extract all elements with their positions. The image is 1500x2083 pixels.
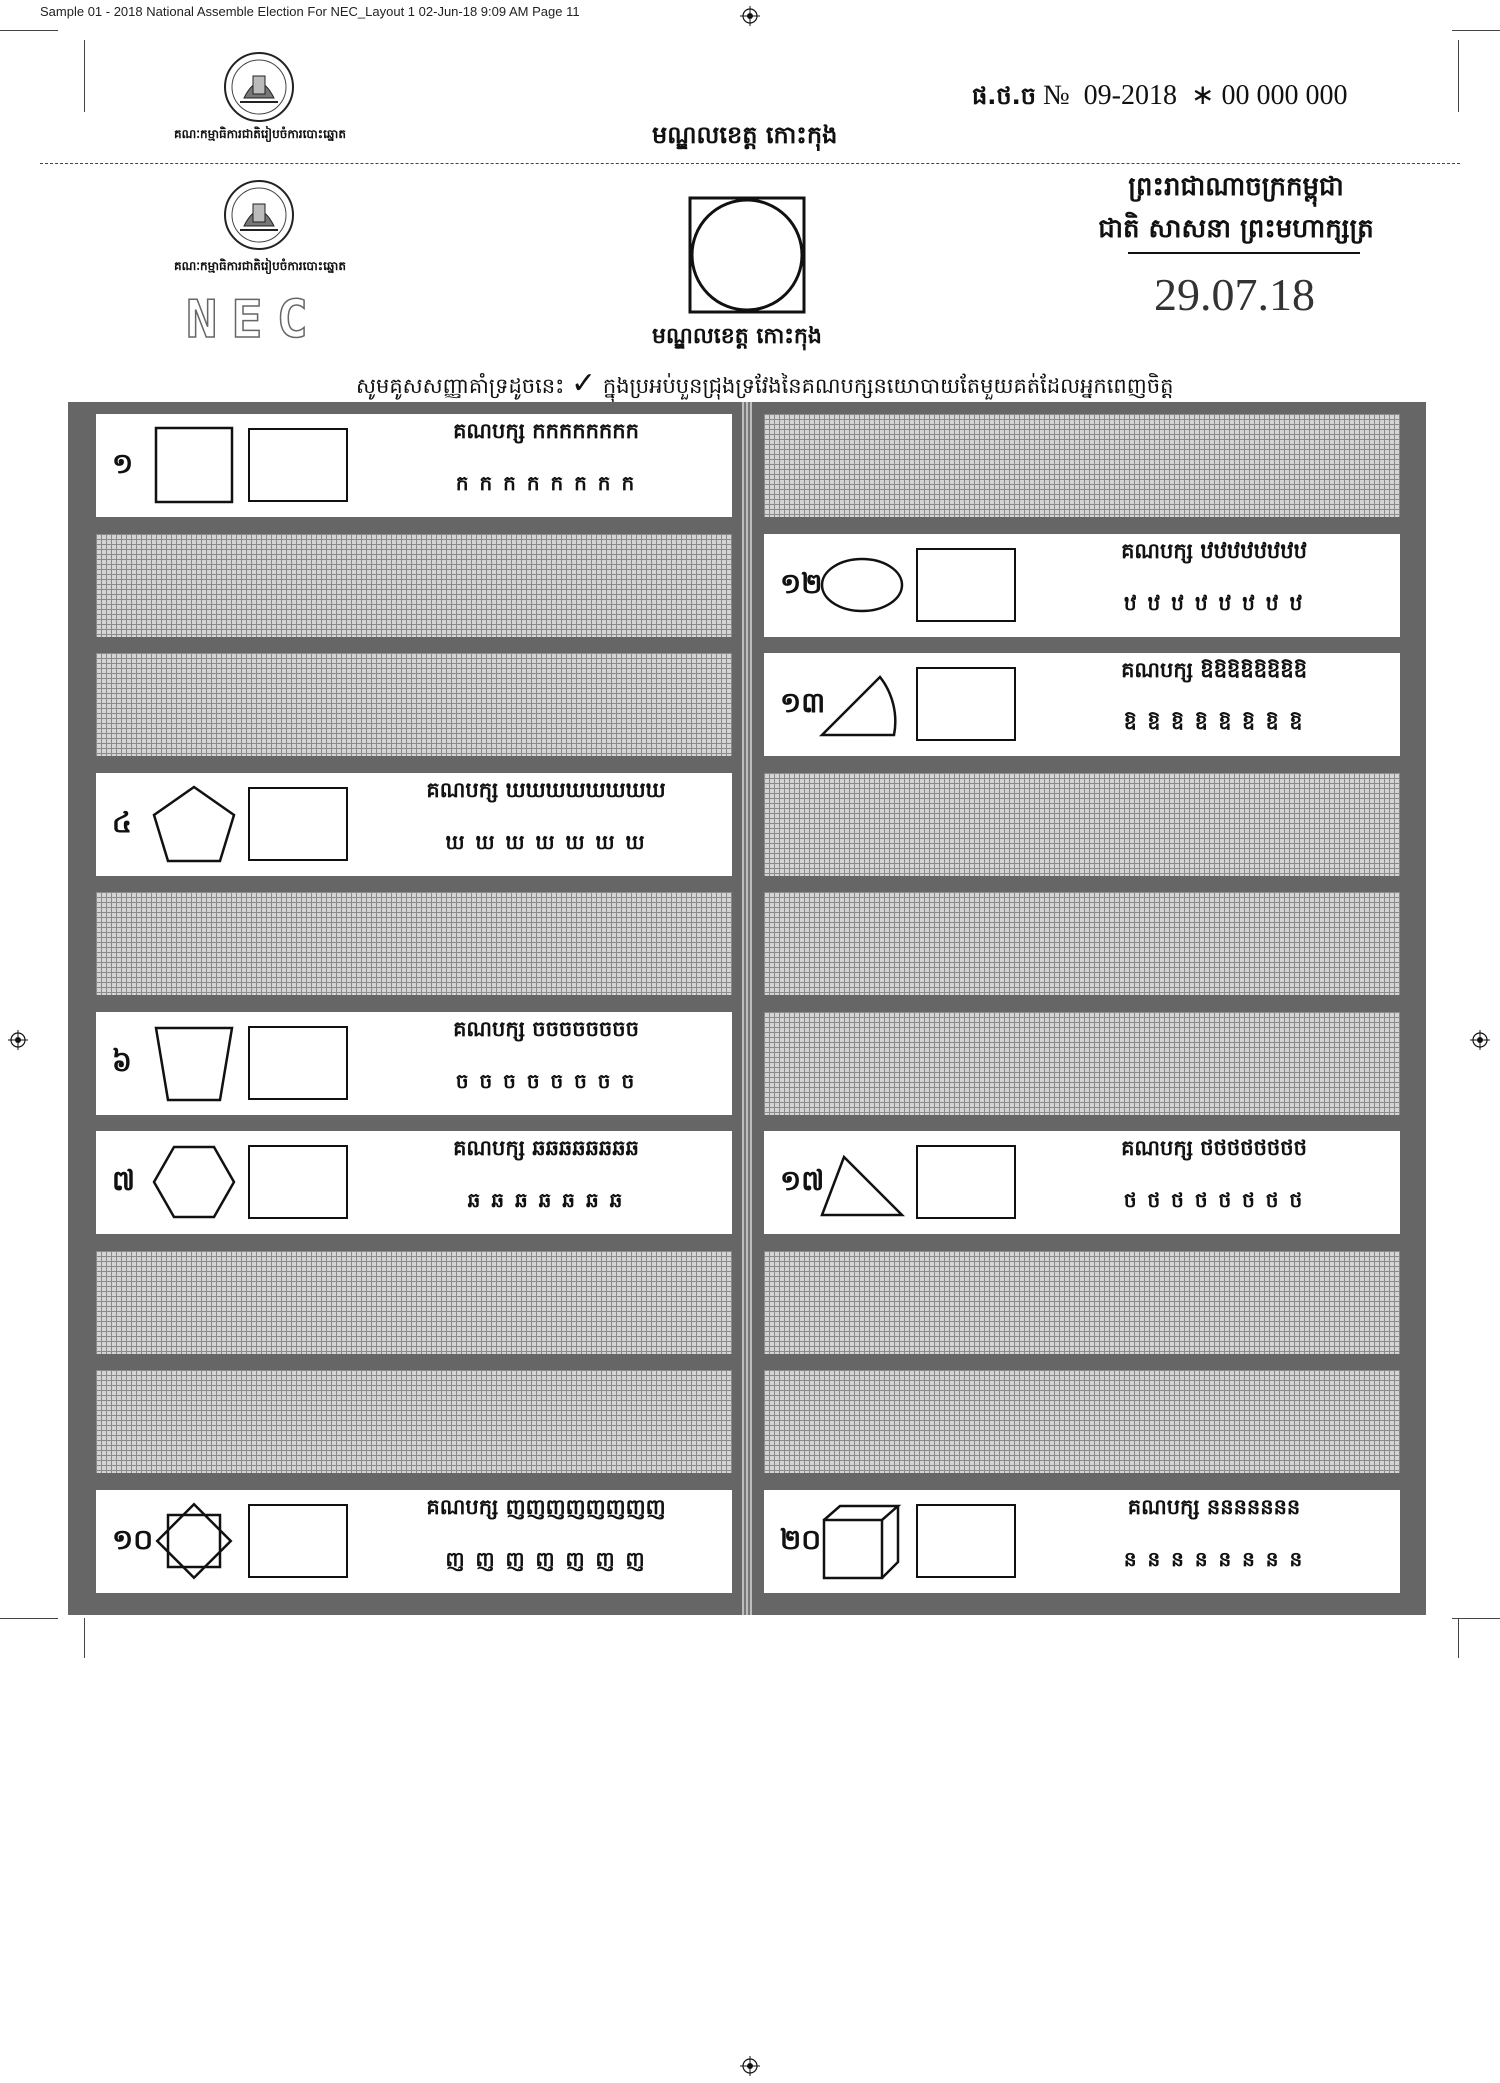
registration-mark-icon xyxy=(8,1030,28,1050)
kingdom-motto: ជាតិ សាសនា ព្រះមហាក្សត្រ xyxy=(1098,214,1374,244)
party-name: គណបក្ស ឋឋឋឋឋឋឋឋ xyxy=(1121,539,1307,563)
printer-slug-line: Sample 01 - 2018 National Assemble Election For NEC_Layout 1 02-Jun-18 9:09 AM Page 11 xyxy=(40,4,580,19)
blank-slot xyxy=(764,1012,1400,1115)
crop-mark xyxy=(1452,1618,1500,1619)
crop-mark xyxy=(1458,1618,1459,1658)
hexagon-icon xyxy=(150,1141,238,1223)
party-number: ៦ xyxy=(112,1045,132,1078)
party-row xyxy=(764,653,1400,756)
octagram-icon xyxy=(150,1500,238,1582)
right-triangle-icon xyxy=(818,1141,906,1223)
pentagon-icon xyxy=(150,783,238,865)
blank-slot xyxy=(764,414,1400,517)
election-date: 29.07.18 xyxy=(1154,269,1315,320)
stub-doc-sign: № xyxy=(1042,80,1070,111)
party-abbreviation: ក ក ក ក ក ក ក ក xyxy=(455,471,637,495)
party-name: គណបក្ស ញញញញញញញញ xyxy=(426,1495,666,1519)
party-number: ២០ xyxy=(780,1523,822,1556)
voting-instruction xyxy=(356,366,1173,404)
vote-checkbox[interactable] xyxy=(916,1145,1016,1219)
blank-slot xyxy=(96,892,732,995)
blank-slot xyxy=(96,653,732,756)
party-number: ១២ xyxy=(780,567,823,600)
party-abbreviation: ញ ញ ញ ញ ញ ញ ញ xyxy=(445,1547,647,1571)
ellipse-icon xyxy=(818,544,906,626)
blank-slot xyxy=(764,1251,1400,1354)
blank-slot xyxy=(764,1370,1400,1473)
party-row xyxy=(764,534,1400,637)
party-abbreviation: ឋ ឋ ឋ ឋ ឋ ឋ ឋ ឋ xyxy=(1123,591,1305,615)
vote-checkbox[interactable] xyxy=(248,1504,348,1578)
stub-org-name: គណៈកម្មាធិការជាតិរៀបចំការបោះឆ្នោត xyxy=(174,127,346,141)
instruction-after: ក្នុងប្រអប់បួនជ្រុងទ្រវែងនៃគណបក្សនយោបាយតែមួយគត់ដែលអ្នកពេញចិត្ត xyxy=(602,374,1174,398)
vote-checkbox[interactable] xyxy=(916,548,1016,622)
party-abbreviation: ឆ ឆ ឆ ឆ ឆ ឆ ឆ xyxy=(467,1188,625,1212)
registration-mark-icon xyxy=(1470,1030,1490,1050)
vote-checkbox[interactable] xyxy=(248,1145,348,1219)
party-abbreviation: ច ច ច ច ច ច ច ច xyxy=(455,1069,637,1093)
vote-checkbox[interactable] xyxy=(248,428,348,502)
blank-slot xyxy=(96,534,732,637)
party-number: ១៧ xyxy=(780,1164,825,1197)
party-name: គណបក្ស ឆឆឆឆឆឆឆឆ xyxy=(453,1136,639,1160)
blank-slot xyxy=(96,1370,732,1473)
crop-mark xyxy=(0,1618,58,1619)
crop-mark xyxy=(0,30,58,31)
stub-district: មណ្ឌលខេត្ត កោះកុង xyxy=(652,121,838,149)
party-name: គណបក្ស ថថថថថថថថ xyxy=(1121,1136,1307,1160)
vote-checkbox[interactable] xyxy=(916,667,1016,741)
ballot-org-name: គណៈកម្មាធិការជាតិរៀបចំការបោះឆ្នោត xyxy=(174,259,346,273)
square-icon xyxy=(150,424,238,506)
perforation-line xyxy=(40,163,1460,164)
party-name: គណបក្ស កកកកកកកក xyxy=(453,419,639,443)
cube-icon xyxy=(818,1500,906,1582)
blank-slot xyxy=(764,773,1400,876)
blank-slot xyxy=(764,892,1400,995)
nec-watermark: NEC xyxy=(186,290,322,350)
registration-mark-icon xyxy=(740,2056,760,2076)
party-number: ៤ xyxy=(112,806,132,839)
party-abbreviation: ឃ ឃ ឃ ឃ ឃ ឃ ឃ xyxy=(445,830,647,854)
party-row xyxy=(764,1131,1400,1234)
stub-doc-number: 09-2018 xyxy=(1083,80,1177,111)
ballot-district: មណ្ឌលខេត្ត កោះកុង xyxy=(652,324,822,349)
vote-checkbox[interactable] xyxy=(248,787,348,861)
party-name: គណបក្ស ឃឃឃឃឃឃឃឃ xyxy=(426,778,666,802)
blank-slot xyxy=(96,1251,732,1354)
stub-doc-label: ផ.ថ.ច xyxy=(972,82,1036,110)
crop-mark xyxy=(84,40,85,112)
crop-mark xyxy=(1452,30,1500,31)
check-mark-icon: ✓ xyxy=(571,366,597,401)
nec-emblem-icon xyxy=(222,178,296,252)
party-number: ៧ xyxy=(112,1164,135,1197)
instruction-before: សូមគូសសញ្ញាគាំទ្រដូចនេះ xyxy=(356,374,565,398)
party-row xyxy=(96,1490,732,1593)
kingdom-title: ព្រះរាជាណាចក្រកម្ពុជា xyxy=(1128,172,1344,202)
crop-mark xyxy=(1458,40,1459,112)
vote-checkbox[interactable] xyxy=(916,1504,1016,1578)
trapezoid-icon xyxy=(150,1022,238,1104)
party-number: ១០ xyxy=(112,1523,154,1556)
column-divider xyxy=(742,402,752,1615)
party-row xyxy=(96,773,732,876)
party-abbreviation: ថ ថ ថ ថ ថ ថ ថ ថ xyxy=(1123,1188,1305,1212)
party-number: ១៣ xyxy=(780,686,826,719)
party-number: ១ xyxy=(112,447,134,480)
party-name: គណបក្ស ឱឱឱឱឱឱឱឱ xyxy=(1121,658,1307,682)
party-row xyxy=(96,1131,732,1234)
party-row xyxy=(96,414,732,517)
party-row xyxy=(96,1012,732,1115)
official-stamp-box-icon xyxy=(688,196,806,314)
party-abbreviation: ន ន ន ន ន ន ន ន xyxy=(1123,1547,1305,1571)
crop-mark xyxy=(84,1618,85,1658)
party-name: គណបក្ស ចចចចចចចច xyxy=(453,1017,639,1041)
nec-emblem-icon xyxy=(222,50,296,124)
vote-checkbox[interactable] xyxy=(248,1026,348,1100)
party-abbreviation: ឱ ឱ ឱ ឱ ឱ ឱ ឱ ឱ xyxy=(1123,710,1305,734)
motto-underline xyxy=(1128,252,1360,254)
party-row xyxy=(764,1490,1400,1593)
registration-mark-icon xyxy=(740,6,760,26)
stub-serial-number: ∗ 00 000 000 xyxy=(1190,80,1348,111)
quarter-circle-icon xyxy=(818,663,906,745)
stub-document-number xyxy=(972,78,1347,116)
party-name: គណបក្ស ននននននន xyxy=(1127,1495,1301,1519)
